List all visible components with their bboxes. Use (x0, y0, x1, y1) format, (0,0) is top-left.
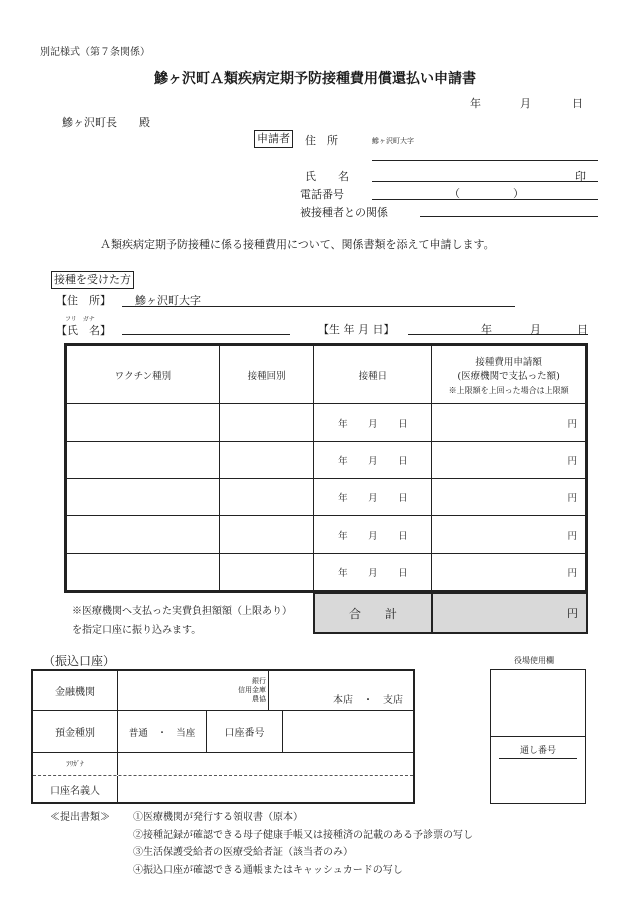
yen-unit: 円 (567, 567, 577, 579)
row-year-label: 年 (338, 567, 348, 579)
office-use-box (490, 669, 586, 737)
branch-options: 本店 ・ 支店 (333, 695, 403, 706)
date-day-label: 日 (572, 97, 583, 110)
vaccine-type-cell[interactable] (67, 441, 220, 478)
document-item: ②接種記録が確認できる母子健康手帳又は接種済の記載のある予診票の写し (133, 830, 473, 841)
cost-cell[interactable] (432, 553, 586, 590)
date-cell[interactable] (314, 553, 432, 590)
applicant-phone-input[interactable] (374, 186, 594, 199)
applicant-badge: 申請者 (254, 130, 293, 148)
serial-number-box (490, 736, 586, 804)
document-item: ④振込口座が確認できる通帳またはキャッシュカードの写し (133, 865, 403, 876)
document-item: ①医療機関が発行する領収書（原本） (133, 812, 303, 823)
dose-cell[interactable] (219, 553, 314, 590)
header-cost-note: ※上限額を上回った場合は上限額 (448, 385, 569, 395)
bank-heading: （振込口座） (43, 654, 116, 668)
row-day-label: 日 (398, 418, 408, 430)
dose-cell[interactable] (219, 404, 314, 441)
date-cell[interactable] (314, 479, 432, 516)
applicant-name-input[interactable] (374, 166, 564, 180)
table-row (67, 516, 586, 553)
header-cost (432, 346, 586, 404)
transfer-note-line2: を指定口座に振り込みます。 (72, 625, 202, 636)
applicant-name-label: 氏 名 (305, 170, 349, 183)
date-cell[interactable] (314, 441, 432, 478)
applicant-phone-label: 電話番号 (300, 188, 344, 201)
vaccine-type-cell[interactable] (67, 553, 220, 590)
holder-input-cell[interactable] (118, 776, 413, 802)
birth-day-label: 日 (577, 323, 588, 336)
yen-unit: 円 (567, 493, 577, 505)
recipient-address-underline (122, 306, 515, 307)
statement: Ａ類疾病定期予防接種に係る接種費用について、関係書類を添えて申請します。 (100, 238, 495, 251)
row-month-label: 月 (368, 493, 378, 505)
header-dose-number: 接種回別 (219, 346, 314, 404)
furigana-label: ﾌﾘｶﾞﾅ (66, 760, 84, 768)
transfer-note-line1: ※医療機関へ支払った実費負担額額（上限あり） (72, 606, 292, 617)
cost-cell[interactable] (432, 404, 586, 441)
bank-table (31, 669, 415, 804)
holder-label-cell (33, 776, 118, 802)
vaccine-table-header (67, 346, 586, 404)
seal-mark: 印 (575, 170, 586, 183)
row-year-label: 年 (338, 455, 348, 467)
date-year-label: 年 (470, 97, 481, 110)
phone-paren-open: （ (449, 187, 460, 200)
date-cell[interactable] (314, 404, 432, 441)
row-year-label: 年 (338, 530, 348, 542)
row-day-label: 日 (398, 530, 408, 542)
vaccine-table (64, 343, 588, 593)
header-vaccination-date: 接種日 (314, 346, 432, 404)
applicant-address-label: 住 所 (305, 134, 338, 147)
table-row (67, 479, 586, 516)
recipient-address-label: 【住 所】 (56, 294, 111, 307)
header-cost-line2: (医療機関で支払った額) (457, 370, 560, 382)
applicant-relation-underline (420, 216, 598, 217)
recipient-name-label: 【氏 名】 (56, 324, 111, 337)
dose-cell[interactable] (219, 479, 314, 516)
deposit-label-cell (33, 711, 118, 753)
institution-label-cell (33, 671, 118, 711)
serial-number-underline (499, 758, 577, 759)
header-cost-line1: 接種費用申請額 (475, 356, 542, 368)
furigana-input-cell[interactable] (118, 753, 413, 775)
form-label: 別記様式（第７条関係） (40, 47, 150, 58)
vaccine-type-cell[interactable] (67, 516, 220, 553)
total-label-cell (313, 592, 433, 634)
row-month-label: 月 (368, 418, 378, 430)
table-row (67, 404, 586, 441)
recipient-address-input[interactable] (220, 291, 510, 305)
bank-type-label: 銀行 (252, 677, 266, 685)
account-no-input-cell[interactable] (283, 711, 413, 753)
institution-label: 金融機関 (55, 687, 95, 698)
total-amount-cell[interactable] (431, 592, 588, 634)
documents-label: ≪提出書類≫ (50, 812, 110, 823)
applicant-address-value: 鰺ヶ沢町大字 (372, 137, 414, 145)
birth-month-label: 月 (530, 323, 541, 336)
applicant-relation-label: 被接種者との関係 (300, 206, 388, 219)
table-row (67, 441, 586, 478)
recipient-name-input[interactable] (125, 320, 287, 334)
yen-unit: 円 (567, 455, 577, 467)
recipient-address-value: 鰺ヶ沢町大字 (135, 294, 201, 307)
account-no-label-cell (207, 711, 283, 753)
row-day-label: 日 (398, 567, 408, 579)
row-month-label: 月 (368, 567, 378, 579)
holder-label: 口座名義人 (50, 785, 100, 797)
recipient-furigana-label: フリ ガナ (65, 316, 95, 323)
institution-name-cell[interactable] (118, 671, 268, 711)
applicant-name-underline (372, 181, 598, 182)
deposit-type-cell[interactable] (118, 711, 207, 753)
furigana-label-cell (33, 753, 118, 775)
applicant-phone-underline (372, 199, 598, 200)
row-day-label: 日 (398, 493, 408, 505)
recipient-heading: 接種を受けた方 (51, 271, 134, 289)
row-year-label: 年 (338, 418, 348, 430)
applicant-address-input[interactable] (420, 132, 596, 146)
dose-cell[interactable] (219, 516, 314, 553)
total-yen-unit: 円 (567, 607, 578, 620)
branch-cell[interactable] (268, 671, 413, 711)
birth-year-label: 年 (481, 323, 492, 336)
account-no-label: 口座番号 (224, 728, 265, 739)
page-title: 鰺ヶ沢町Ａ類疾病定期予防接種費用償還払い申請書 (154, 71, 476, 87)
recipient-birth-underline (408, 334, 588, 335)
agri-coop-type-label: 農協 (252, 695, 266, 703)
deposit-label: 預金種別 (55, 728, 95, 739)
office-use-label: 役場使用欄 (514, 656, 554, 665)
recipient-birth-label: 【生 年 月 日】 (318, 323, 395, 336)
applicant-relation-input[interactable] (422, 203, 596, 216)
vaccine-type-cell[interactable] (67, 479, 220, 516)
credit-union-type-label: 信用金庫 (238, 686, 266, 694)
dose-cell[interactable] (219, 441, 314, 478)
date-cell[interactable] (314, 516, 432, 553)
header-vaccine-type: ワクチン種別 (67, 346, 220, 404)
row-month-label: 月 (368, 455, 378, 467)
institution-types (238, 677, 266, 704)
deposit-options: 普通 ・ 当座 (128, 727, 196, 739)
cost-cell[interactable] (432, 479, 586, 516)
row-year-label: 年 (338, 493, 348, 505)
applicant-address-underline (372, 160, 598, 161)
date-month-label: 月 (520, 97, 531, 110)
yen-unit: 円 (567, 418, 577, 430)
cost-cell[interactable] (432, 441, 586, 478)
table-row (67, 553, 586, 590)
yen-unit: 円 (567, 530, 577, 542)
addressee: 鰺ヶ沢町長 殿 (62, 116, 150, 129)
document-item: ③生活保護受給者の医療受給者証（該当者のみ） (133, 847, 353, 858)
row-month-label: 月 (368, 530, 378, 542)
recipient-name-underline (122, 334, 290, 335)
row-day-label: 日 (398, 455, 408, 467)
total-label: 合 計 (348, 606, 397, 621)
serial-number-label: 通し番号 (519, 746, 556, 756)
vaccine-type-cell[interactable] (67, 404, 220, 441)
phone-paren-close: ） (513, 187, 524, 200)
cost-cell[interactable] (432, 516, 586, 553)
